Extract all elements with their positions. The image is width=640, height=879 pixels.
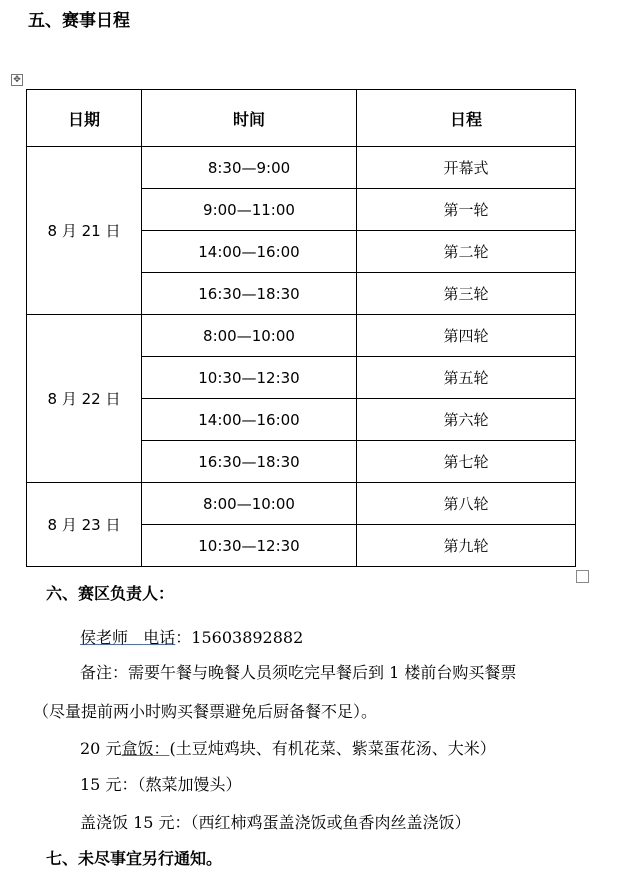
- event-cell: 第五轮: [357, 357, 576, 399]
- header-time: 时间: [142, 90, 357, 147]
- contact-name: 侯老师: [80, 628, 129, 647]
- time-cell: 8:30—9:00: [142, 147, 357, 189]
- date-cell: 8 月 21 日: [27, 147, 142, 315]
- event-cell: 第二轮: [357, 231, 576, 273]
- meal-1-items: (土豆炖鸡块、有机花菜、紫菜蛋花汤、大米）: [169, 739, 496, 758]
- time-cell: 16:30—18:30: [142, 441, 357, 483]
- schedule-table: [26, 89, 576, 567]
- section-5-heading: 五、赛事日程: [28, 11, 130, 31]
- contact-line: [80, 625, 303, 648]
- meal-1-price: 20 元: [80, 739, 122, 758]
- time-cell: 14:00—16:00: [142, 231, 357, 273]
- table-row: [27, 483, 576, 525]
- header-date: 日期: [27, 90, 142, 147]
- table-resize-handle[interactable]: [576, 570, 589, 583]
- time-cell: 9:00—11:00: [142, 189, 357, 231]
- time-cell: 10:30—12:30: [142, 525, 357, 567]
- time-cell: 10:30—12:30: [142, 357, 357, 399]
- header-schedule: 日程: [357, 90, 576, 147]
- date-cell: 8 月 23 日: [27, 483, 142, 567]
- event-cell: 第四轮: [357, 315, 576, 357]
- meal-1-label: 盒饭：: [121, 739, 170, 758]
- time-cell: 14:00—16:00: [142, 399, 357, 441]
- time-cell: 8:00—10:00: [142, 483, 357, 525]
- section-6-heading: 六、赛区负责人：: [46, 584, 175, 603]
- event-cell: 第一轮: [357, 189, 576, 231]
- event-cell: 开幕式: [357, 147, 576, 189]
- meal-option-3: 盖浇饭 15 元：（西红柿鸡蛋盖浇饭或鱼香肉丝盖浇饭）: [80, 813, 471, 832]
- meal-option-2: 15 元：（熬菜加馒头）: [80, 775, 242, 794]
- event-cell: 第七轮: [357, 441, 576, 483]
- note-line-2: （尽量提前两小时购买餐票避免后厨备餐不足）。: [33, 702, 378, 721]
- table-row: [27, 147, 576, 189]
- table-move-handle-icon[interactable]: ✥: [11, 74, 23, 86]
- section-7-heading: 七、未尽事宜另行通知。: [46, 849, 223, 868]
- time-cell: 8:00—10:00: [142, 315, 357, 357]
- contact-phone-label: 电话: [143, 628, 176, 647]
- contact-phone: ：15603892882: [175, 628, 304, 647]
- event-cell: 第三轮: [357, 273, 576, 315]
- note-line-1: 备注：需要午餐与晚餐人员须吃完早餐后到 1 楼前台购买餐票: [80, 663, 517, 682]
- date-cell: 8 月 22 日: [27, 315, 142, 483]
- table-row: [27, 315, 576, 357]
- event-cell: 第六轮: [357, 399, 576, 441]
- event-cell: 第九轮: [357, 525, 576, 567]
- table-header-row: [27, 90, 576, 147]
- meal-option-1: [80, 736, 496, 759]
- time-cell: 16:30—18:30: [142, 273, 357, 315]
- event-cell: 第八轮: [357, 483, 576, 525]
